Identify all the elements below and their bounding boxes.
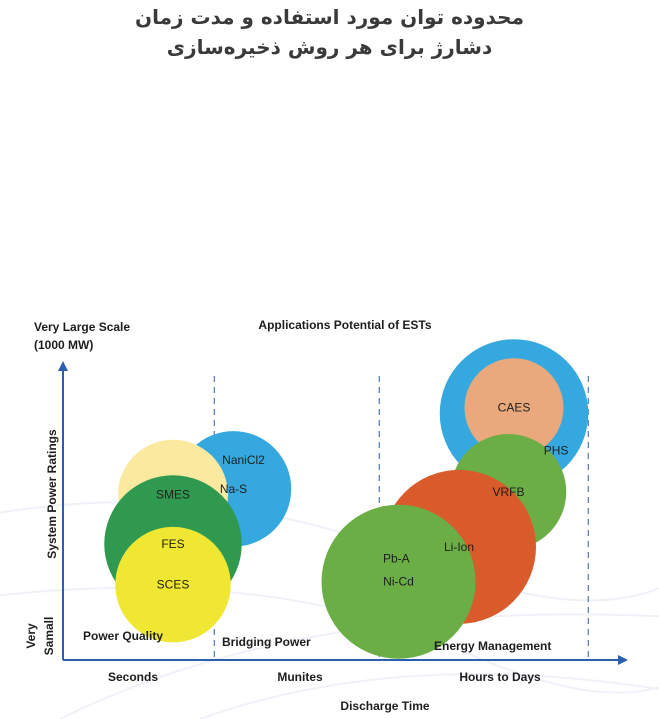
y-bottom-label-line2: Samall xyxy=(42,616,56,656)
x-tick-hours-to-days: Hours to Days xyxy=(459,670,541,684)
bubble-label-pb-a: Pb-A xyxy=(382,551,410,566)
region-label-bridging-power: Bridging Power xyxy=(222,635,311,649)
chart-title: Applications Potential of ESTs xyxy=(258,318,432,332)
bubble-label-sces: SCES xyxy=(156,577,190,592)
bubble-label-vrfb: VRFB xyxy=(492,484,525,499)
y-top-label-line2: (1000 MW) xyxy=(34,338,94,352)
y-bottom-label-line1: Very xyxy=(24,623,38,649)
bubble-label-li-ion: Li-Ion xyxy=(443,539,475,554)
page-title-line1: محدوده توان مورد استفاده و مدت زمان xyxy=(135,5,524,29)
bubble-label-phs: PHS xyxy=(543,443,569,458)
bubble-label-ni-cd: Ni-Cd xyxy=(383,574,414,589)
y-top-label-line1: Very Large Scale xyxy=(34,320,131,334)
region-label-energy-management: Energy Management xyxy=(434,639,552,653)
x-axis-label: Discharge Time xyxy=(340,699,430,713)
bubble-label-caes: CAES xyxy=(497,400,531,415)
y-axis-label: System Power Ratings xyxy=(45,429,59,559)
bubble-label-smes: SMES xyxy=(155,487,191,502)
bubble-label-na-s: Na-S xyxy=(219,481,248,496)
region-label-power-quality: Power Quality xyxy=(83,629,164,643)
x-tick-seconds: Seconds xyxy=(107,670,159,684)
bubble-label-fes: FES xyxy=(161,537,185,551)
page-title-line2: دشارژ برای هر روش ذخیره‌سازی xyxy=(166,35,493,59)
bubble-label-nanicl2: NaniCl2 xyxy=(222,452,265,467)
x-tick-munites: Munites xyxy=(277,670,323,684)
